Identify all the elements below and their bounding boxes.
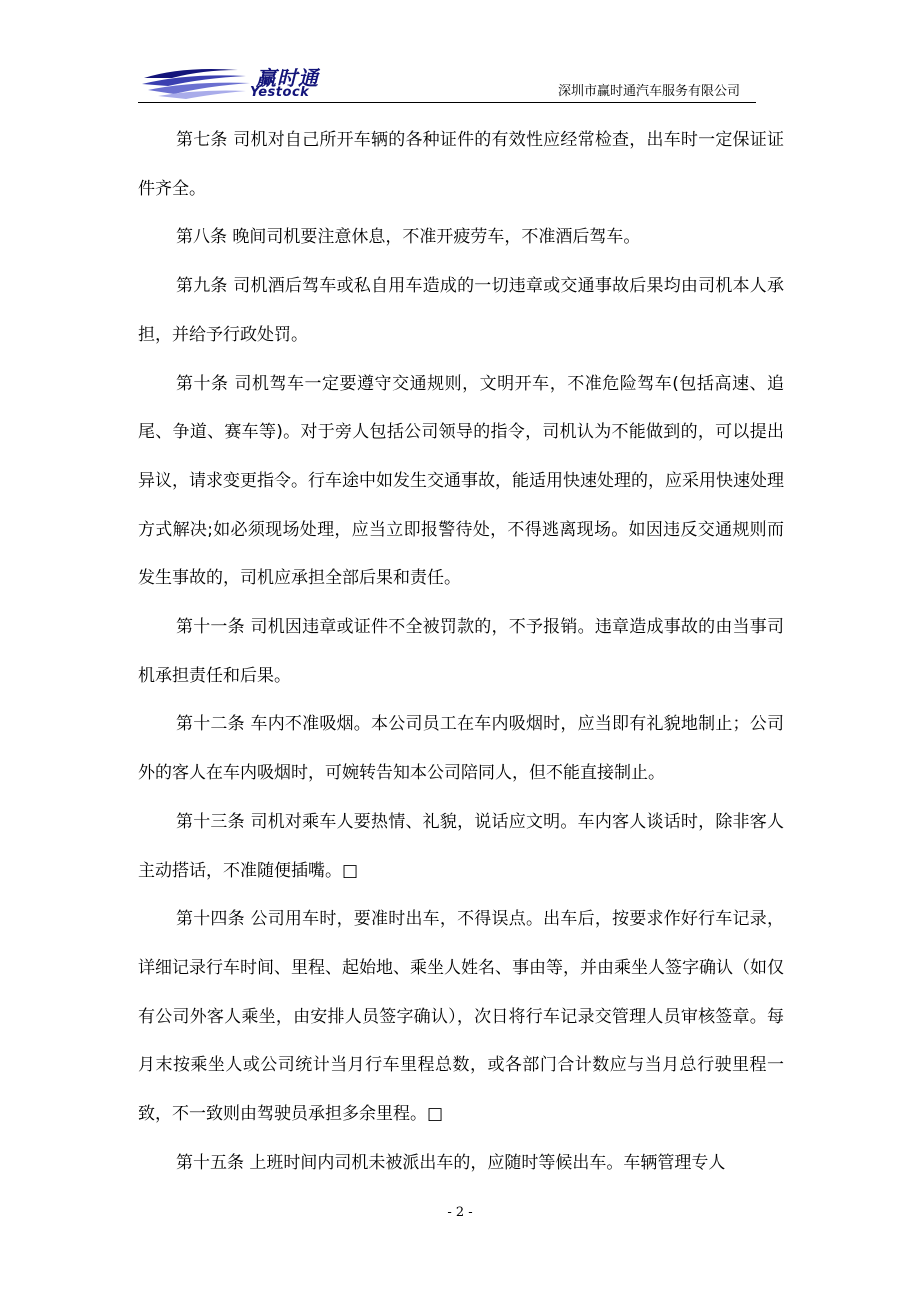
article-11: 第十一条 司机因违章或证件不全被罚款的，不予报销。违章造成事故的由当事司机承担责任和后果。 [138, 617, 784, 686]
page-number: - 2 - [447, 1205, 473, 1220]
logo-english-name: Yestock [250, 85, 310, 100]
logo-swoosh-icon [142, 64, 252, 100]
article-13: 第十三条 司机对乘车人要热情、礼貌，说话应文明。车内客人谈话时，除非客人主动搭话，不准随便插嘴。□ [138, 811, 784, 881]
article-15: 第十五条 上班时间内司机未被派出车的，应随时等候出车。车辆管理专人 [176, 1152, 726, 1173]
article-8: 第八条 晚间司机要注意休息，不准开疲劳车，不准酒后驾车。 [176, 227, 641, 248]
article-10: 第十条 司机驾车一定要遵守交通规则，文明开车，不准危险驾车(包括高速、追尾、争道、赛车等)。对于旁人包括公司领导的指令，司机认为不能做到的，可以提出异议，请求变更指令。行车途中如发生交通事故，能适用快速处理的，应采用快速处理方式解决;如必须现场处理，应当立即报警待处，不得逃离现场。如因违反交通规则而发生事故的，司机应承担全部后果和责任。 [138, 373, 784, 589]
company-name: 深圳市赢时通汽车服务有限公司 [557, 84, 740, 99]
article-14: 第十四条 公司用车时，要准时出车，不得误点。出车后，按要求作好行车记录，详细记录行车时间、里程、起始地、乘坐人姓名、事由等，并由乘坐人签字确认（如仅有公司外客人乘坐，由安排人员签字确认），次日将行车记录交管理人员审核签章。每月末按乘坐人或公司统计当月行车里程总数，或各部门合计数应与当月总行驶里程一致，不一致则由驾驶员承担多余里程。□ [138, 909, 784, 1125]
article-12: 第十二条 车内不准吸烟。本公司员工在车内吸烟时，应当即有礼貌地制止；公司外的客人在车内吸烟时，可婉转告知本公司陪同人，但不能直接制止。 [138, 714, 784, 784]
logo-chinese-name: 赢时通 [256, 66, 319, 90]
article-7: 第七条 司机对自己所开车辆的各种证件的有效性应经常检查，出车时一定保证证件齐全。 [138, 130, 784, 199]
document-body [138, 116, 784, 1187]
company-logo [138, 62, 368, 102]
article-9: 第九条 司机酒后驾车或私自用车造成的一切违章或交通事故后果均由司机本人承担，并给予行政处罚。 [138, 276, 784, 345]
page-header [138, 58, 756, 103]
